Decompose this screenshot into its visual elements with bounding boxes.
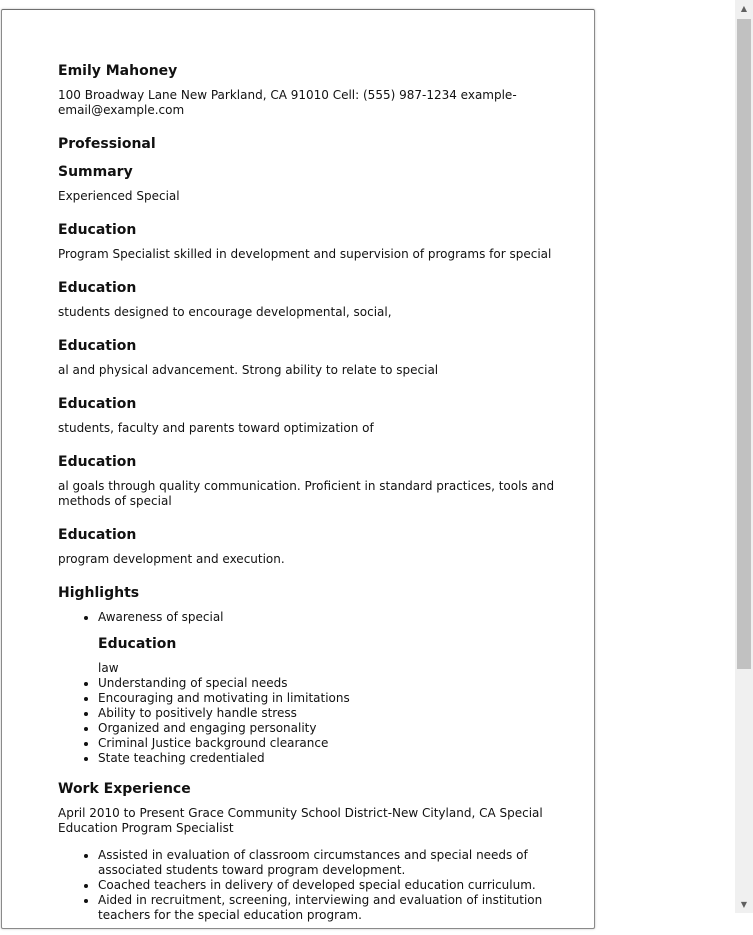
highlight-item: • Encouraging and motivating in limitations: [98, 691, 593, 706]
work-duty-item: • Assisted in evaluation of classroom circumstances and special needs of associated students toward program development.: [98, 848, 593, 878]
contact-line: 100 Broadway Lane New Parkland, CA 91010 Cell: (555) 987-1234 example-email@example.com: [58, 88, 517, 117]
highlights-sub-heading: Education: [98, 636, 177, 652]
education-heading: Education: [58, 527, 137, 543]
work-duty-item: • Aided in recruitment, screening, interviewing and evaluation of institution teachers for the special education program.: [98, 893, 593, 923]
summary-text: Experienced Special: [58, 189, 180, 203]
highlight-item-label: Awareness of special: [98, 610, 224, 624]
highlight-item: • State teaching credentialed: [98, 751, 593, 766]
education-text: students, faculty and parents toward optimization of: [58, 421, 374, 435]
education-heading: Education: [58, 222, 137, 238]
vertical-scrollbar[interactable]: [735, 0, 753, 913]
education-text: program development and execution.: [58, 552, 285, 566]
work-duty-item: • Coached teachers in delivery of developed special education curriculum.: [98, 878, 593, 893]
highlight-item: • Understanding of special needs: [98, 676, 593, 691]
education-text: Program Specialist skilled in development and supervision of programs for special: [58, 247, 552, 261]
resume-paper: [1, 9, 595, 929]
work-duties-list: [58, 848, 593, 923]
highlight-item: • Organized and engaging personality: [98, 721, 593, 736]
work-experience-heading: Work Experience: [58, 781, 191, 797]
highlights-list: [58, 610, 593, 766]
heading-professional: Professional: [58, 136, 156, 152]
work-job-line: April 2010 to Present Grace Community School District-New Cityland, CA Special Education Program Specialist: [58, 806, 543, 835]
education-heading: Education: [58, 338, 137, 354]
education-heading: Education: [58, 280, 137, 296]
scrollbar-thumb[interactable]: [737, 19, 751, 669]
highlight-item: • Ability to positively handle stress: [98, 706, 593, 721]
education-text: al and physical advancement. Strong ability to relate to special: [58, 363, 439, 377]
scroll-up-arrow-icon[interactable]: ▲: [740, 4, 748, 13]
education-text: al goals through quality communication. Proficient in standard practices, tools and methods of special: [58, 479, 555, 508]
highlight-item: law: [98, 661, 119, 675]
scroll-down-arrow-icon[interactable]: ▼: [740, 900, 748, 909]
highlight-item: [98, 610, 593, 655]
education-heading: Education: [58, 396, 137, 412]
highlights-heading: Highlights: [58, 585, 140, 601]
highlight-item: • Criminal Justice background clearance: [98, 736, 593, 751]
resume-content: [58, 60, 593, 935]
candidate-name: Emily Mahoney: [58, 63, 178, 79]
heading-summary: Summary: [58, 164, 133, 180]
education-text: students designed to encourage developmental, social,: [58, 305, 392, 319]
education-heading: Education: [58, 454, 137, 470]
